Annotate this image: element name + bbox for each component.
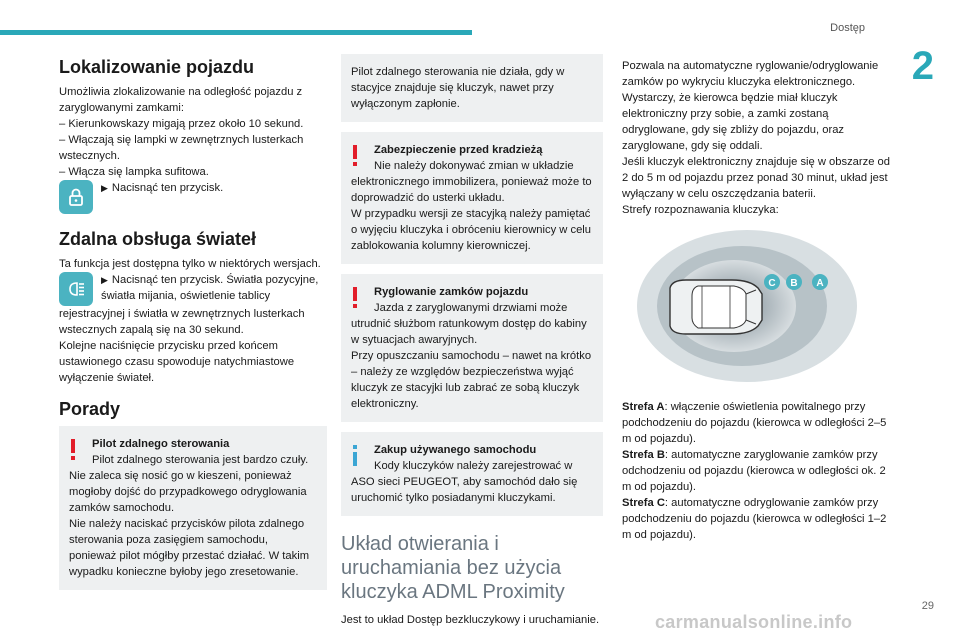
info-icon bbox=[351, 445, 359, 466]
paragraph: Wystarczy, że kierowca będzie miał kluczyk elektroniczny przy sobie, a zamki zostaną odryglowane, gdy się zbliży do pojazdu, oraz zaryglowane, gdy się oddali. bbox=[622, 92, 845, 152]
car-top-view bbox=[670, 280, 762, 334]
lokalizowanie-item: – Włączają się lampki w zewnętrznych lusterkach wstecznych. bbox=[59, 134, 304, 162]
zdalna-note: Kolejne naciśnięcie przycisku przed końcem ustawionego czasu spowoduje natychmiastowe wyłączenie świateł. bbox=[59, 340, 295, 384]
column-3 bbox=[622, 58, 890, 543]
heading-zdalna-obsluga: Zdalna obsługa świateł bbox=[59, 229, 257, 249]
zone-label-b bbox=[786, 274, 802, 290]
page-number: 29 bbox=[921, 600, 934, 612]
note-body: Nie zaleca się nosić go w kieszeni, ponieważ mogłoby dojść do przypadkowego odryglowania zamków samochodu. bbox=[69, 470, 307, 514]
zone-a-desc: Strefa A: włączenie oświetlenia powitalnego przy podchodzeniu do pojazdu (kierowca w odległości 2–5 m od pojazdu). bbox=[622, 401, 887, 445]
headlight-icon bbox=[59, 272, 93, 306]
paragraph: Pozwala na automatyczne ryglowanie/odryglowanie zamków po wykryciu kluczyka elektronicznego. bbox=[622, 60, 879, 88]
note-body: elektronicznego immobilizera, ponieważ może to doprowadzić do usterki układu. bbox=[351, 176, 592, 204]
note-first: Nie należy dokonywać zmian w układzie bbox=[374, 160, 574, 172]
lock-icon bbox=[59, 180, 93, 214]
note-title: Pilot zdalnego sterowania bbox=[92, 438, 230, 450]
note-first: Pilot zdalnego sterowania jest bardzo czuły. bbox=[92, 454, 309, 466]
lokalizowanie-action bbox=[59, 180, 327, 216]
section-title: Dostęp bbox=[830, 22, 865, 34]
note-body: Przy opuszczaniu samochodu – nawet na krótko – należy ze względów bezpieczeństwa wyjąć kluczyk ze stacyjki lub zabrać ze sobą kluczyk elektroniczny. bbox=[351, 350, 592, 410]
note-body: ASO sieci PEUGEOT, aby samochód dało się uruchomić tylko posiadanymi kluczykami. bbox=[351, 476, 578, 504]
action-text: Nacisnąć ten przycisk. bbox=[111, 182, 224, 194]
note-pilot bbox=[59, 426, 327, 590]
action-text: Nacisnąć ten przycisk. Światła pozycyjne, światła mijania, oświetlenie tablicy bbox=[101, 274, 319, 302]
svg-text:A: A bbox=[816, 278, 824, 289]
adml-body: Jest to układ Dostęp bezkluczykowy i uruchamianie. bbox=[341, 614, 600, 626]
note-body: W przypadku wersji ze stacyjką należy pamiętać o wyjęciu kluczyka i obróceniu kierownicy w celu zablokowania kolumny kierowniczej. bbox=[351, 208, 592, 252]
heading-lokalizowanie: Lokalizowanie pojazdu bbox=[59, 57, 255, 77]
column-2 bbox=[341, 54, 603, 628]
note-body: Nie należy naciskać przycisków pilota zdalnego sterowania poza zasięgiem samochodu, ponieważ pilot mógłby przestać działać. W takim wypadku konieczne byłoby jego zresetowanie. bbox=[69, 518, 310, 578]
note-title: Ryglowanie zamków pojazdu bbox=[374, 286, 529, 298]
column-1 bbox=[59, 56, 327, 600]
note-title: Zabezpieczenie przed kradzieżą bbox=[374, 144, 543, 156]
heading-porady: Porady bbox=[59, 399, 121, 419]
note-used-car bbox=[341, 432, 603, 516]
paragraph: Jeśli kluczyk elektroniczny znajduje się w obszarze od 2 do 5 m od pojazdu przez ponad 30 minut, układ jest wyłączany w celu oszczędzania baterii. bbox=[622, 156, 890, 200]
zone-label-c bbox=[764, 274, 780, 290]
note-body: utrudnić służbom ratunkowym dostęp do kabiny w sytuacjach awaryjnych. bbox=[351, 318, 587, 346]
lokalizowanie-intro: Umożliwia zlokalizowanie na odległość pojazdu z zaryglowanymi zamkami: bbox=[59, 86, 303, 114]
zdalna-action-cont: rejestracyjnej i światła w zewnętrznych lusterkach wstecznych zapalą się na 30 sekund. bbox=[59, 308, 305, 336]
note-locking bbox=[341, 274, 603, 422]
paragraph: Strefy rozpoznawania kluczyka: bbox=[622, 204, 779, 216]
warning-icon bbox=[69, 439, 77, 460]
lokalizowanie-item: – Włącza się lampka sufitowa. bbox=[59, 166, 209, 178]
warning-icon bbox=[351, 287, 359, 308]
heading-adml: Układ otwierania i uruchamiania bez użycia kluczyka ADML Proximity bbox=[341, 533, 565, 603]
arrow-right-icon: ▶ bbox=[101, 275, 108, 285]
note-first: Jazda z zaryglowanymi drzwiami może bbox=[374, 302, 568, 314]
zone-c-desc: Strefa C: automatyczne odryglowanie zamków przy podchodzeniu do pojazdu (kierowca w odległości 1–2 m od pojazdu). bbox=[622, 497, 887, 541]
watermark: carmanualsonline.info bbox=[655, 612, 853, 632]
note-pilot-cont bbox=[341, 54, 603, 122]
zdalna-intro: Ta funkcja jest dostępna tylko w niektórych wersjach. bbox=[59, 258, 321, 270]
warning-icon bbox=[351, 145, 359, 166]
zone-b-desc: Strefa B: automatyczne zaryglowanie zamków przy odchodzeniu od pojazdu (kierowca w odległości ok. 2 m od pojazdu). bbox=[622, 449, 886, 493]
zone-label-a bbox=[812, 274, 828, 290]
svg-text:C: C bbox=[768, 278, 776, 289]
svg-text:B: B bbox=[790, 278, 798, 289]
note-body: Pilot zdalnego sterowania nie działa, gdy w stacyjce znajduje się kluczyk, nawet przy wyłączonym zapłonie. bbox=[351, 66, 565, 110]
header-accent-bar bbox=[0, 30, 472, 35]
zdalna-action bbox=[59, 272, 327, 304]
lokalizowanie-item: – Kierunkowskazy migają przez około 10 sekund. bbox=[59, 118, 304, 130]
chapter-number: 2 bbox=[911, 44, 934, 88]
note-title: Zakup używanego samochodu bbox=[374, 444, 537, 456]
note-antitheft bbox=[341, 132, 603, 264]
zone-diagram bbox=[622, 224, 892, 384]
arrow-right-icon: ▶ bbox=[101, 183, 108, 193]
note-first: Kody kluczyków należy zarejestrować w bbox=[374, 460, 573, 472]
